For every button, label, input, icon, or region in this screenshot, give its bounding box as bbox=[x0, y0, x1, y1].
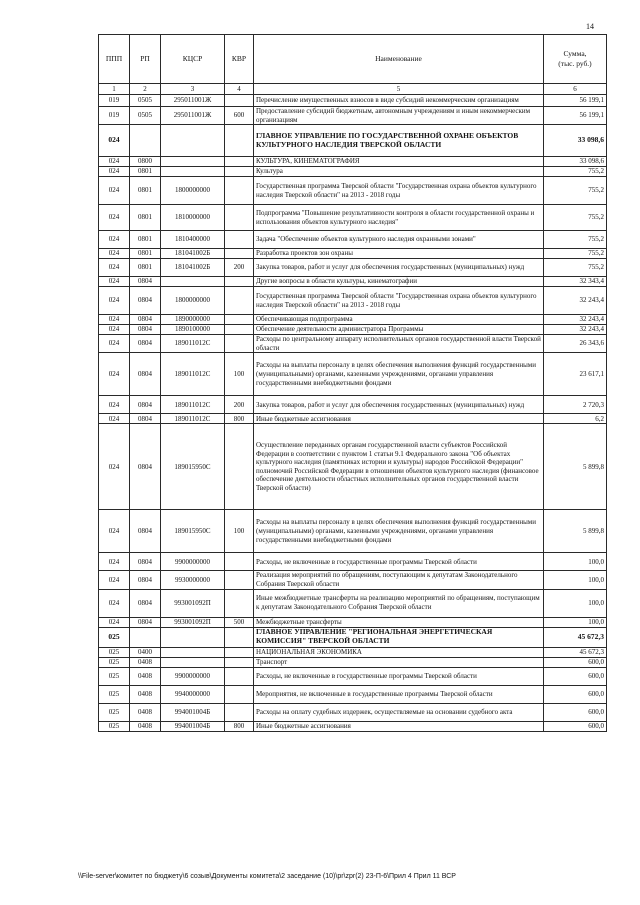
table-row bbox=[99, 335, 607, 353]
cell-ppp: 024 bbox=[99, 553, 130, 571]
cell-kcsr: 994001004Б bbox=[161, 703, 225, 721]
cell-name: КУЛЬТУРА, КИНЕМАТОГРАФИЯ bbox=[254, 157, 544, 167]
cell-sum: 56 199,1 bbox=[544, 107, 607, 125]
cell-kcsr bbox=[161, 657, 225, 667]
cell-rp: 0408 bbox=[130, 721, 161, 731]
cell-sum: 100,0 bbox=[544, 553, 607, 571]
table-row bbox=[99, 553, 607, 571]
table-row bbox=[99, 627, 607, 647]
cell-ppp: 024 bbox=[99, 315, 130, 325]
page-number: 14 bbox=[586, 22, 594, 31]
cell-kcsr: 189015950С bbox=[161, 424, 225, 510]
cell-name: Другие вопросы в области культуры, кинематографии bbox=[254, 277, 544, 287]
cell-sum: 600,0 bbox=[544, 667, 607, 685]
cell-name: Государственная программа Тверской области "Государственная охрана объектов культурного наследия Тверской области" на 2013 - 2018 годы bbox=[254, 177, 544, 205]
cell-rp: 0804 bbox=[130, 325, 161, 335]
cell-kcsr: 189011012С bbox=[161, 414, 225, 424]
column-number-row bbox=[99, 84, 607, 95]
cell-kvr bbox=[225, 424, 254, 510]
cell-sum: 32 243,4 bbox=[544, 325, 607, 335]
cell-kcsr bbox=[161, 167, 225, 177]
cell-name: Мероприятия, не включенные в государственные программы Тверской области bbox=[254, 685, 544, 703]
file-path-footer: \\File-server\комитет по бюджету\6 созыв\Документы комитета\2 заседание (10)\pr\zpr(2) 23-П-6\Прил 4 Прил 11 ВСР bbox=[78, 873, 456, 880]
cell-name: Закупка товаров, работ и услуг для обеспечения государственных (муниципальных) нужд bbox=[254, 396, 544, 414]
cell-rp: 0804 bbox=[130, 335, 161, 353]
cell-rp: 0804 bbox=[130, 396, 161, 414]
cell-ppp: 025 bbox=[99, 667, 130, 685]
column-number: 3 bbox=[161, 84, 225, 95]
cell-rp: 0804 bbox=[130, 315, 161, 325]
column-number: 5 bbox=[254, 84, 544, 95]
cell-name: Иные межбюджетные трансферты на реализацию мероприятий по обращениям, поступающим к депутатам Законодательного Собрания Тверской области bbox=[254, 589, 544, 617]
cell-name: Подпрограмма "Повышение результативности контроля в области государственной охраны и использования объектов культурного наследия" bbox=[254, 205, 544, 231]
cell-ppp: 024 bbox=[99, 617, 130, 627]
cell-sum: 600,0 bbox=[544, 721, 607, 731]
cell-rp bbox=[130, 125, 161, 157]
cell-kvr bbox=[225, 657, 254, 667]
cell-sum: 755,2 bbox=[544, 167, 607, 177]
table-row bbox=[99, 721, 607, 731]
table-row bbox=[99, 667, 607, 685]
cell-kcsr: 181041002Б bbox=[161, 249, 225, 259]
table-row bbox=[99, 510, 607, 553]
cell-rp: 0801 bbox=[130, 205, 161, 231]
cell-kcsr: 9930000000 bbox=[161, 571, 225, 589]
cell-sum: 5 899,8 bbox=[544, 424, 607, 510]
cell-kvr bbox=[225, 125, 254, 157]
table-row bbox=[99, 657, 607, 667]
cell-name: Перечисление имущественных взносов в виде субсидий некоммерческим организациям bbox=[254, 95, 544, 107]
table-row bbox=[99, 167, 607, 177]
cell-kvr bbox=[225, 667, 254, 685]
cell-kcsr bbox=[161, 277, 225, 287]
cell-ppp: 024 bbox=[99, 510, 130, 553]
cell-rp: 0804 bbox=[130, 353, 161, 396]
column-number: 4 bbox=[225, 84, 254, 95]
cell-ppp: 024 bbox=[99, 249, 130, 259]
cell-sum: 755,2 bbox=[544, 205, 607, 231]
cell-kvr: 100 bbox=[225, 510, 254, 553]
table-row bbox=[99, 231, 607, 249]
cell-rp: 0801 bbox=[130, 249, 161, 259]
cell-rp: 0801 bbox=[130, 167, 161, 177]
table-row bbox=[99, 703, 607, 721]
cell-ppp: 025 bbox=[99, 627, 130, 647]
cell-kvr bbox=[225, 703, 254, 721]
cell-ppp: 025 bbox=[99, 657, 130, 667]
cell-kvr bbox=[225, 167, 254, 177]
cell-kvr: 100 bbox=[225, 353, 254, 396]
cell-kvr bbox=[225, 231, 254, 249]
cell-sum: 45 672,3 bbox=[544, 647, 607, 657]
table-body bbox=[99, 95, 607, 732]
cell-ppp: 024 bbox=[99, 277, 130, 287]
cell-name: Межбюджетные трансферты bbox=[254, 617, 544, 627]
cell-ppp: 024 bbox=[99, 325, 130, 335]
cell-kcsr: 189011012С bbox=[161, 396, 225, 414]
cell-name: Разработка проектов зон охраны bbox=[254, 249, 544, 259]
cell-kvr bbox=[225, 315, 254, 325]
cell-ppp: 024 bbox=[99, 167, 130, 177]
cell-name: Расходы на выплаты персоналу в целях обеспечения выполнения функций государственными (муниципальными) органами, казенными учреждениями, органами управления государственными внебюджетными фондами bbox=[254, 510, 544, 553]
cell-sum: 755,2 bbox=[544, 249, 607, 259]
cell-rp: 0801 bbox=[130, 259, 161, 277]
header-kvr: КВР bbox=[225, 35, 254, 84]
cell-sum: 600,0 bbox=[544, 685, 607, 703]
cell-ppp: 024 bbox=[99, 571, 130, 589]
cell-ppp: 025 bbox=[99, 703, 130, 721]
table-row bbox=[99, 353, 607, 396]
table-row bbox=[99, 259, 607, 277]
cell-kvr bbox=[225, 95, 254, 107]
cell-kvr bbox=[225, 249, 254, 259]
cell-sum: 6,2 bbox=[544, 414, 607, 424]
cell-sum: 755,2 bbox=[544, 259, 607, 277]
cell-rp: 0505 bbox=[130, 95, 161, 107]
table-row bbox=[99, 107, 607, 125]
cell-rp: 0804 bbox=[130, 287, 161, 315]
cell-sum: 26 343,6 bbox=[544, 335, 607, 353]
table-row bbox=[99, 157, 607, 167]
cell-kvr: 500 bbox=[225, 617, 254, 627]
table-row bbox=[99, 325, 607, 335]
cell-kcsr bbox=[161, 157, 225, 167]
cell-rp: 0505 bbox=[130, 107, 161, 125]
cell-sum: 33 098,6 bbox=[544, 125, 607, 157]
cell-ppp: 024 bbox=[99, 205, 130, 231]
cell-sum: 600,0 bbox=[544, 657, 607, 667]
cell-rp: 0804 bbox=[130, 277, 161, 287]
table-row bbox=[99, 685, 607, 703]
column-number: 1 bbox=[99, 84, 130, 95]
cell-ppp: 025 bbox=[99, 647, 130, 657]
cell-name: Обеспечивающая подпрограмма bbox=[254, 315, 544, 325]
cell-kcsr: 1810400000 bbox=[161, 231, 225, 249]
cell-kvr bbox=[225, 685, 254, 703]
cell-name: Иные бюджетные ассигнования bbox=[254, 414, 544, 424]
cell-kvr bbox=[225, 205, 254, 231]
cell-rp: 0408 bbox=[130, 667, 161, 685]
cell-ppp: 024 bbox=[99, 589, 130, 617]
cell-sum: 33 098,6 bbox=[544, 157, 607, 167]
cell-kvr: 800 bbox=[225, 414, 254, 424]
cell-sum: 32 243,4 bbox=[544, 315, 607, 325]
table-row bbox=[99, 95, 607, 107]
cell-sum: 100,0 bbox=[544, 589, 607, 617]
cell-ppp: 025 bbox=[99, 685, 130, 703]
cell-kcsr: 1890000000 bbox=[161, 315, 225, 325]
cell-kvr bbox=[225, 647, 254, 657]
table-row bbox=[99, 249, 607, 259]
table-row bbox=[99, 396, 607, 414]
cell-sum: 755,2 bbox=[544, 177, 607, 205]
cell-ppp: 024 bbox=[99, 177, 130, 205]
cell-kvr bbox=[225, 157, 254, 167]
cell-rp: 0801 bbox=[130, 231, 161, 249]
cell-rp: 0801 bbox=[130, 177, 161, 205]
cell-rp: 0804 bbox=[130, 424, 161, 510]
cell-kcsr: 295011001Ж bbox=[161, 95, 225, 107]
cell-name: Реализация мероприятий по обращениям, поступающим к депутатам Законодательного Собрания Тверской области bbox=[254, 571, 544, 589]
cell-sum: 32 343,4 bbox=[544, 277, 607, 287]
cell-sum: 5 899,8 bbox=[544, 510, 607, 553]
cell-ppp: 024 bbox=[99, 287, 130, 315]
cell-kcsr: 993001092П bbox=[161, 589, 225, 617]
cell-kcsr: 994001004Б bbox=[161, 721, 225, 731]
cell-name: Предоставление субсидий бюджетным, автономным учреждениям и иным некоммерческим организациям bbox=[254, 107, 544, 125]
cell-kcsr: 993001092П bbox=[161, 617, 225, 627]
cell-kcsr bbox=[161, 627, 225, 647]
table-row bbox=[99, 125, 607, 157]
cell-sum: 56 199,1 bbox=[544, 95, 607, 107]
table-row bbox=[99, 414, 607, 424]
cell-rp bbox=[130, 627, 161, 647]
table-row bbox=[99, 177, 607, 205]
column-number: 6 bbox=[544, 84, 607, 95]
header-ppp: ППП bbox=[99, 35, 130, 84]
table-row bbox=[99, 287, 607, 315]
cell-ppp: 024 bbox=[99, 353, 130, 396]
cell-name: Транспорт bbox=[254, 657, 544, 667]
cell-ppp: 024 bbox=[99, 125, 130, 157]
cell-sum: 100,0 bbox=[544, 571, 607, 589]
cell-kvr: 800 bbox=[225, 721, 254, 731]
cell-name: Культура bbox=[254, 167, 544, 177]
cell-kcsr: 1800000000 bbox=[161, 287, 225, 315]
table-row bbox=[99, 205, 607, 231]
cell-kcsr: 189015950С bbox=[161, 510, 225, 553]
cell-name: Осуществление переданных органам государственной власти субъектов Российской Федерации в соответствии с пунктом 1 статьи 9.1 Федерального закона "Об объектах культурного наследия (памятниках истории и культуры) народов Российской Федерации" полномочий Российской Федерации в отношении объектов культурного наследия (финансовое обеспечение деятельности областных исполнительных органов государственной власти Тверской области) bbox=[254, 424, 544, 510]
header-sum: Сумма, (тыс. руб.) bbox=[544, 35, 607, 84]
table-row bbox=[99, 277, 607, 287]
cell-kvr bbox=[225, 325, 254, 335]
cell-kvr: 200 bbox=[225, 396, 254, 414]
header-kcsr: КЦСР bbox=[161, 35, 225, 84]
cell-kvr: 200 bbox=[225, 259, 254, 277]
cell-name: Обеспечение деятельности администратора Программы bbox=[254, 325, 544, 335]
cell-kcsr: 295011001Ж bbox=[161, 107, 225, 125]
cell-sum: 755,2 bbox=[544, 231, 607, 249]
cell-rp: 0804 bbox=[130, 510, 161, 553]
cell-kcsr: 9940000000 bbox=[161, 685, 225, 703]
cell-rp: 0804 bbox=[130, 414, 161, 424]
cell-sum: 2 720,3 bbox=[544, 396, 607, 414]
cell-kvr bbox=[225, 177, 254, 205]
cell-name: Закупка товаров, работ и услуг для обеспечения государственных (муниципальных) нужд bbox=[254, 259, 544, 277]
cell-kcsr: 1800000000 bbox=[161, 177, 225, 205]
cell-rp: 0408 bbox=[130, 685, 161, 703]
cell-kvr bbox=[225, 589, 254, 617]
table-row bbox=[99, 617, 607, 627]
table-row bbox=[99, 571, 607, 589]
cell-name: Государственная программа Тверской области "Государственная охрана объектов культурного наследия Тверской области" на 2013 - 2018 годы bbox=[254, 287, 544, 315]
cell-ppp: 024 bbox=[99, 414, 130, 424]
cell-kcsr: 9900000000 bbox=[161, 667, 225, 685]
cell-rp: 0804 bbox=[130, 589, 161, 617]
cell-kvr bbox=[225, 287, 254, 315]
cell-sum: 45 672,3 bbox=[544, 627, 607, 647]
cell-name: ГЛАВНОЕ УПРАВЛЕНИЕ ПО ГОСУДАРСТВЕННОЙ ОХРАНЕ ОБЪЕКТОВ КУЛЬТУРНОГО НАСЛЕДИЯ ТВЕРСКОЙ ОБЛАСТИ bbox=[254, 125, 544, 157]
cell-rp: 0804 bbox=[130, 571, 161, 589]
cell-kcsr: 1890100000 bbox=[161, 325, 225, 335]
header-rp: РП bbox=[130, 35, 161, 84]
cell-name: Расходы на выплаты персоналу в целях обеспечения выполнения функций государственными (муниципальными) органами, казенными учреждениями, органами управления государственными внебюджетными фондами bbox=[254, 353, 544, 396]
cell-rp: 0804 bbox=[130, 617, 161, 627]
cell-ppp: 024 bbox=[99, 396, 130, 414]
cell-name: Расходы, не включенные в государственные программы Тверской области bbox=[254, 667, 544, 685]
cell-kcsr: 189011012С bbox=[161, 353, 225, 396]
cell-ppp: 024 bbox=[99, 157, 130, 167]
cell-kcsr: 189011012С bbox=[161, 335, 225, 353]
cell-name: НАЦИОНАЛЬНАЯ ЭКОНОМИКА bbox=[254, 647, 544, 657]
cell-ppp: 024 bbox=[99, 231, 130, 249]
table-row bbox=[99, 424, 607, 510]
cell-ppp: 024 bbox=[99, 259, 130, 277]
cell-sum: 600,0 bbox=[544, 703, 607, 721]
cell-kcsr bbox=[161, 647, 225, 657]
cell-kcsr bbox=[161, 125, 225, 157]
cell-ppp: 019 bbox=[99, 95, 130, 107]
cell-rp: 0400 bbox=[130, 647, 161, 657]
cell-sum: 100,0 bbox=[544, 617, 607, 627]
cell-ppp: 024 bbox=[99, 335, 130, 353]
header-name: Наименование bbox=[254, 35, 544, 84]
cell-name: Расходы на оплату судебных издержек, осуществляемые на основании судебного акта bbox=[254, 703, 544, 721]
cell-kcsr: 9900000000 bbox=[161, 553, 225, 571]
cell-name: Расходы по центральному аппарату исполнительных органов государственной власти Тверской области bbox=[254, 335, 544, 353]
cell-kcsr: 1810000000 bbox=[161, 205, 225, 231]
table-row bbox=[99, 315, 607, 325]
cell-rp: 0804 bbox=[130, 553, 161, 571]
cell-kvr bbox=[225, 627, 254, 647]
budget-table bbox=[98, 34, 607, 732]
cell-rp: 0800 bbox=[130, 157, 161, 167]
table-row bbox=[99, 589, 607, 617]
cell-name: Задача "Обеспечение объектов культурного наследия охранными зонами" bbox=[254, 231, 544, 249]
cell-rp: 0408 bbox=[130, 703, 161, 721]
cell-kvr bbox=[225, 571, 254, 589]
cell-kvr: 600 bbox=[225, 107, 254, 125]
table-row bbox=[99, 647, 607, 657]
cell-kcsr: 181041002Б bbox=[161, 259, 225, 277]
cell-ppp: 024 bbox=[99, 424, 130, 510]
cell-rp: 0408 bbox=[130, 657, 161, 667]
cell-sum: 32 243,4 bbox=[544, 287, 607, 315]
cell-kvr bbox=[225, 335, 254, 353]
column-number: 2 bbox=[130, 84, 161, 95]
cell-name: Расходы, не включенные в государственные программы Тверской области bbox=[254, 553, 544, 571]
cell-ppp: 025 bbox=[99, 721, 130, 731]
cell-name: ГЛАВНОЕ УПРАВЛЕНИЕ "РЕГИОНАЛЬНАЯ ЭНЕРГЕТИЧЕСКАЯ КОМИССИЯ" ТВЕРСКОЙ ОБЛАСТИ bbox=[254, 627, 544, 647]
cell-sum: 23 617,1 bbox=[544, 353, 607, 396]
cell-kvr bbox=[225, 277, 254, 287]
cell-name: Иные бюджетные ассигнования bbox=[254, 721, 544, 731]
cell-kvr bbox=[225, 553, 254, 571]
cell-ppp: 019 bbox=[99, 107, 130, 125]
table-header-row bbox=[99, 35, 607, 84]
